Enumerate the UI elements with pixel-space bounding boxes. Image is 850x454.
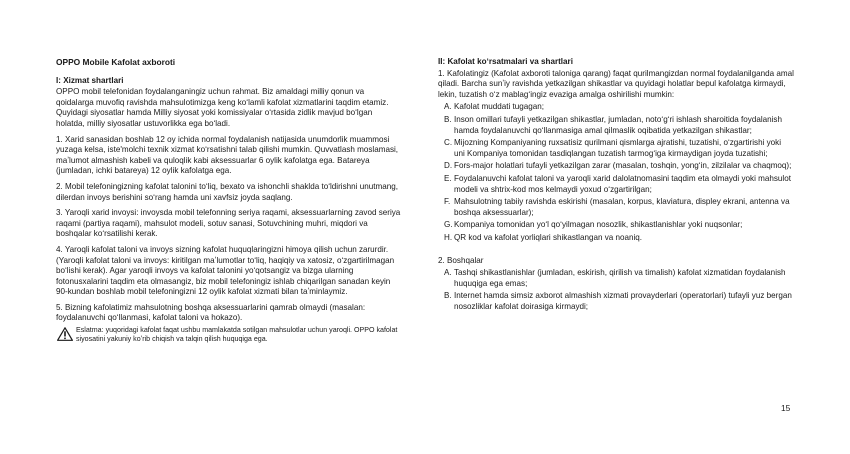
exclusion-item-text: Kompaniya tomonidan yoʻl qoʻyilmagan nosozlik, shikastlanishlar yoki nuqsonlar;	[454, 220, 743, 230]
exclusion-item-letter: D.	[444, 161, 453, 171]
other-item-letter: A.	[444, 268, 452, 278]
exclusion-item	[438, 220, 794, 231]
document-title: OPPO Mobile Kafolat axboroti	[56, 57, 176, 67]
other-heading: 2. Boshqalar	[438, 255, 484, 265]
exclusion-item-letter: G.	[444, 220, 453, 230]
exclusion-item-text: Mahsulotning tabiiy ravishda eskirishi (masalan, korpus, klaviatura, displey ekrani, antenna va boshqa aksessuarlar);	[454, 197, 790, 217]
exclusion-item-letter: A.	[444, 102, 452, 112]
exclusion-item	[438, 161, 794, 172]
other-item	[438, 268, 794, 289]
exclusion-item-text: Inson omillari tufayli yetkazilgan shikastlar, jumladan, notoʻgʻri ishlash sharoitida foydalanish hamda foydalanuvchi qoʻllanmasiga amal qilmaslik oqibatida yetkazilgan shikastlar;	[454, 114, 782, 135]
exclusion-item	[438, 174, 794, 195]
exclusion-item-text: Fors-major holatlari tufayli yetkazilgan zarar (masalan, toshqin, yongʻin, zilzilalar va chaqmoq);	[454, 161, 792, 171]
exclusion-item-letter: B.	[444, 114, 452, 124]
other-list	[438, 268, 794, 312]
exclusion-item	[438, 233, 794, 244]
other-item-text: Internet hamda simsiz axborot almashish xizmati provayderlari (operatorlari) tufayli yuz bergan nosozliklar kafolat doirasiga kirmaydi;	[454, 291, 792, 311]
section-heading-warranty: II: Kafolat koʻrsatmalari va shartlari	[438, 57, 573, 66]
exclusion-item-letter: E.	[444, 173, 452, 183]
other-item-letter: B.	[444, 291, 452, 301]
exclusion-item-text: Mijozning Kompaniyaning ruxsatisiz qurilmani qismlarga ajratishi, tuzatishi, oʻzgartirishi yoki uni Kompaniya tomonidan tasdiqlangan tuzatish tarmogʻiga kirmaydigan joyda tuzatishi;	[454, 138, 782, 158]
exclusion-item-text: QR kod va kafolat yorliqlari shikastlangan va noaniq.	[454, 232, 643, 242]
exclusion-item-letter: F.	[444, 197, 451, 207]
paragraph-2: 2. Mobil telefoningizning kafolat talonini toʻliq, bexato va ishonchli shaklda toʻldirishni unutmang, dilerdan invoys berishini soʻrang hamda uni xavfsiz joyda saqlang.	[56, 181, 398, 202]
warning-note-text: Eslatma: yuqoridagi kafolat faqat ushbu mamlakatda sotilgan mahsulotlar uchun yaroqli. OPPO kafolat siyosatini yakuniy koʻrib chiqish va talqin qilish huquqiga ega.	[76, 326, 398, 343]
exclusion-item	[438, 197, 794, 218]
exclusion-item-letter: H.	[444, 232, 453, 242]
paragraph-1: 1. Xarid sanasidan boshlab 12 oy ichida normal foydalanish natijasida unumdorlik muammosi yuzaga kelsa, iste'molchi texnik xizmat koʻrsatishni talab qilishi mumkin. Quvvatlash moslamasi, maʼlumot almashish kabeli va quloqlik kabi aksessuarlar 6 oylik kafolatga ega. Batareya (jumladan, ichki batareya) 12 oylik kafolatga ega.	[56, 134, 399, 176]
warning-icon	[57, 327, 73, 341]
other-item-text: Tashqi shikastlanishlar (jumladan, eskirish, qirilish va timalish) kafolat xizmatidan foydalanish huquqiga ega emas;	[454, 268, 786, 288]
paragraph-3: 3. Yaroqli xarid invoysi: invoysda mobil telefonning seriya raqami, aksessuarlarning zavod seriya raqami (partiya raqami), mahsulot modeli, sotuv sanasi, Sotuvchining muhri, miqdori va boshqalar koʻrsatilishi kerak.	[56, 208, 401, 239]
exclusion-item-letter: C.	[444, 138, 453, 148]
exclusion-item-text: Foydalanuvchi kafolat taloni va yaroqli xarid dalolatnomasini taqdim eta olmaydi yoki mahsulot modeli va shtrix-kod mos kelmaydi yoxud oʻzgartirilgan;	[454, 173, 791, 194]
section-heading-terms: I: Xizmat shartlari	[56, 75, 124, 85]
warning-note	[56, 326, 402, 343]
exclusion-item	[438, 138, 794, 159]
left-column	[56, 57, 402, 343]
right-column	[438, 57, 794, 315]
exclusion-item	[438, 115, 794, 136]
warranty-intro: 1. Kafolatingiz (Kafolat axboroti taloniga qarang) faqat qurilmangizdan normal foydalanilganda amal qiladi. Barcha sunʼiy ravishda yetkazilgan shikastlar va quyidagi holatlar bepul kafolatga kirmaydi, lekin, tuzatish oʻz mablagʻingiz evaziga amalga oshirilishi mumkin:	[438, 68, 794, 99]
paragraph-4: 4. Yaroqli kafolat taloni va invoys sizning kafolat huquqlaringizni himoya qilish uchun zarurdir. (Yaroqli kafolat taloni va invoys: kiritilgan maʼlumotlar toʻliq, haqiqiy va xatosiz, oʻzgartirilmagan boʻlishi kerak). Agar yaroqli invoys va kafolat talonini yoʻqotsangiz va bizga ularning fotonusxalarini taqdim eta olmasangiz, biz mobil telefoningiz ishlab chiqarilgan sanadan keyin 90-kundan boshlab mobil telefoningizni 12 oylik kafolat xizmati bilan taʼminlaymiz.	[56, 244, 395, 297]
intro-paragraph: OPPO mobil telefonidan foydalanganingiz uchun rahmat. Biz amaldagi milliy qonun va qoidalarga muvofiq ravishda mahsulotimizga keng koʻlamli kafolat xizmatlarini taqdim etamiz. Quyidagi siyosatlar hamda Milliy siyosat yoki komissiyalar oʻrtasida zidlik mavjud boʻlgan holatda, milliy siyosatlar ustuvorlikka ega boʻladi.	[56, 87, 389, 128]
exclusions-list	[438, 102, 794, 243]
exclusion-item	[438, 102, 794, 113]
other-item	[438, 291, 794, 312]
exclusion-item-text: Kafolat muddati tugagan;	[454, 102, 544, 112]
paragraph-5: 5. Bizning kafolatimiz mahsulotning boshqa aksessuarlarini qamrab olmaydi (masalan: foydalanuvchi qoʻllanmasi, kafolat taloni va hokazo).	[56, 302, 366, 323]
page-number: 15	[781, 403, 791, 413]
